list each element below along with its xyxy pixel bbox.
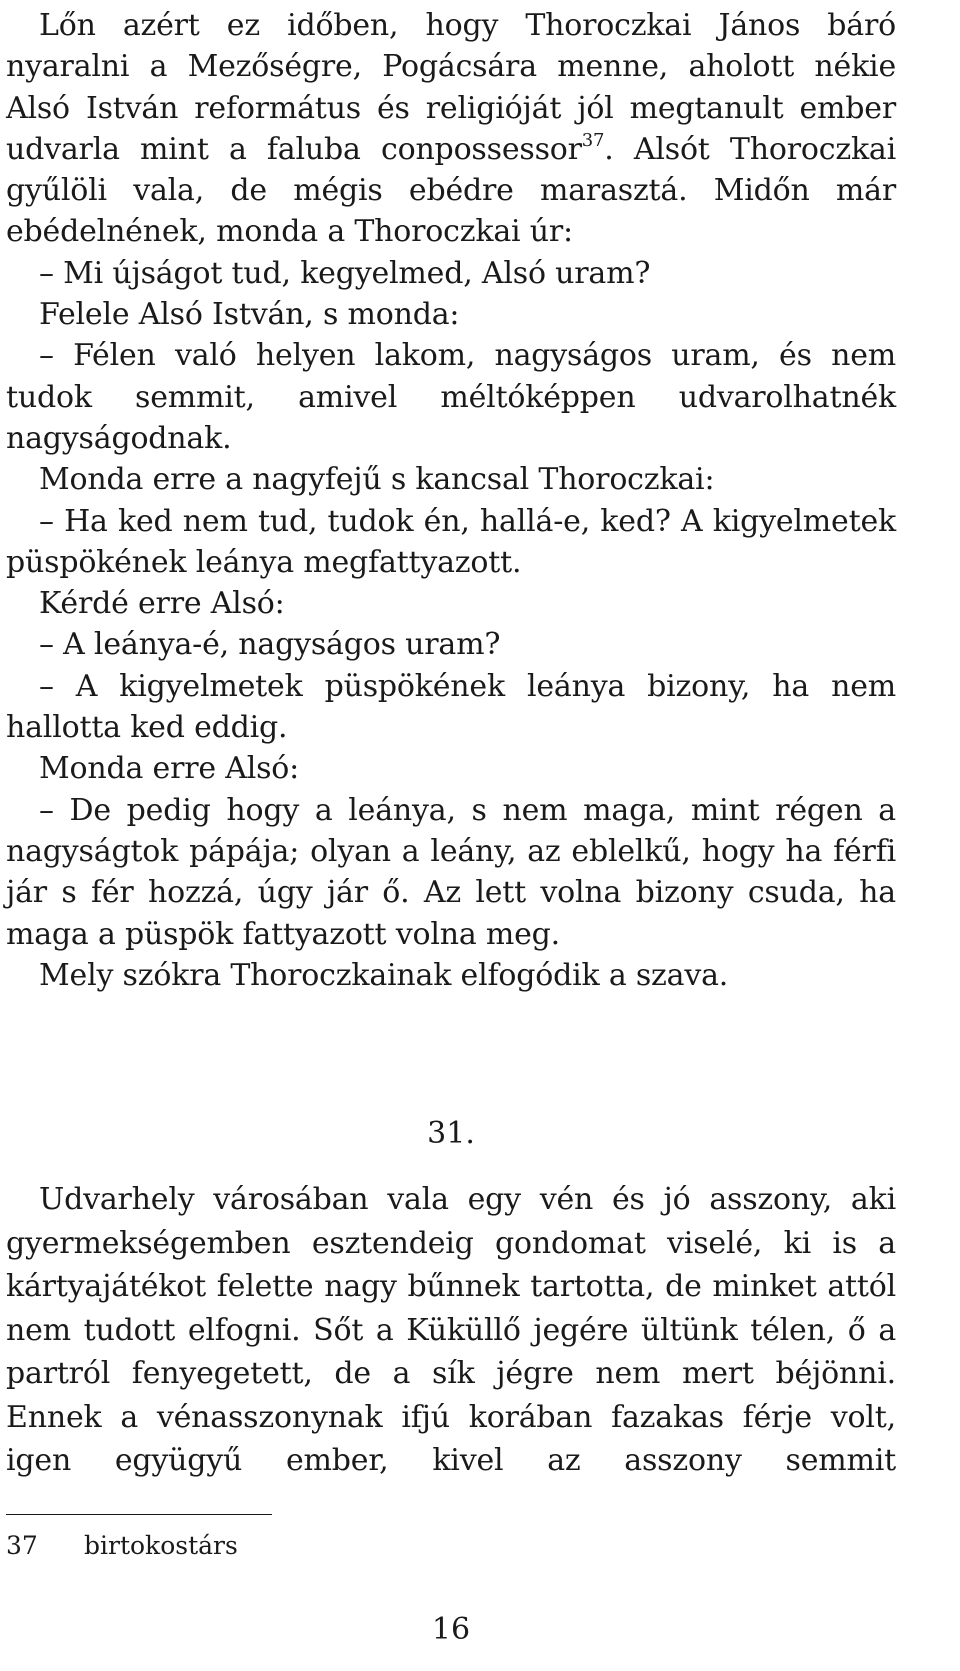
footnote [6,1530,238,1562]
paragraph: – A leánya-é, nagyságos uram? [39,627,501,663]
footnote-text: birtokostárs [84,1531,238,1560]
section-30-text [6,5,896,996]
chapter-number: 31. [427,1116,475,1151]
paragraph: Mely szókra Thoroczkainak elfogódik a szava. [39,957,729,993]
page-number: 16 [431,1612,471,1647]
paragraph: – Mi újságot tud, kegyelmed, Alsó uram? [39,255,651,291]
paragraph: – A kigyelmetek püspökének leánya bizony, ha nem hallotta ked eddig. [6,668,896,746]
footnote-divider [6,1514,272,1515]
paragraph: Kérdé erre Alsó: [39,586,285,622]
paragraph-opening [6,5,896,253]
paragraph-text: Lőn azért ez időben, hogy Thoroczkai János báró nyaralni a Mezőségre, Pogácsára menne, aholott nékie Alsó István református és religióját jól megtanult ember udvarla mint a faluba conpossessor [6,8,896,167]
paragraph: Felele Alsó István, s monda: [39,297,460,333]
paragraph: Udvarhely városában vala egy vén és jó asszony, aki gyermekségemben esztendeig gondomat viselé, ki is a kártyajátékot felette nagy bűnnek tartotta, de minket attól nem tudott elfogni. Sőt a Küküllő jegére ültünk télen, ő a partról fenyegetett, de a sík jégre nem mert béjönni. Ennek a vénasszonynak ifjú korában fazakas férje volt, igen együgyű ember, kivel az asszony semmit [6,1182,896,1478]
section-31-text [6,1178,896,1483]
footnote-number: 37 [6,1531,38,1560]
paragraph: Monda erre a nagyfejű s kancsal Thoroczkai: [39,462,715,498]
paragraph: – Ha ked nem tud, tudok én, hallá-e, ked? A kigyelmetek püspökének leánya megfattyazott. [6,503,896,580]
footnote-reference[interactable]: 37 [581,129,605,151]
paragraph: – Félen való helyen lakom, nagyságos uram, és nem tudok semmit, amivel méltóképpen udvarolhatnék nagyságodnak. [6,338,896,456]
paragraph: – De pedig hogy a leánya, s nem maga, mint régen a nagyságtok pápája; olyan a leány, az eblelkű, hogy ha férfi jár s fér hozzá, úgy jár ő. Az lett volna bizony csuda, ha maga a püspök fattyazott volna meg. [6,792,896,952]
paragraph: Monda erre Alsó: [39,751,300,787]
paragraph-text: . Alsót Thoroczkai gyűlöli vala, de mégis ebédre marasztá. Midőn már ebédelnének, monda a Thoroczkai úr: [6,131,896,250]
